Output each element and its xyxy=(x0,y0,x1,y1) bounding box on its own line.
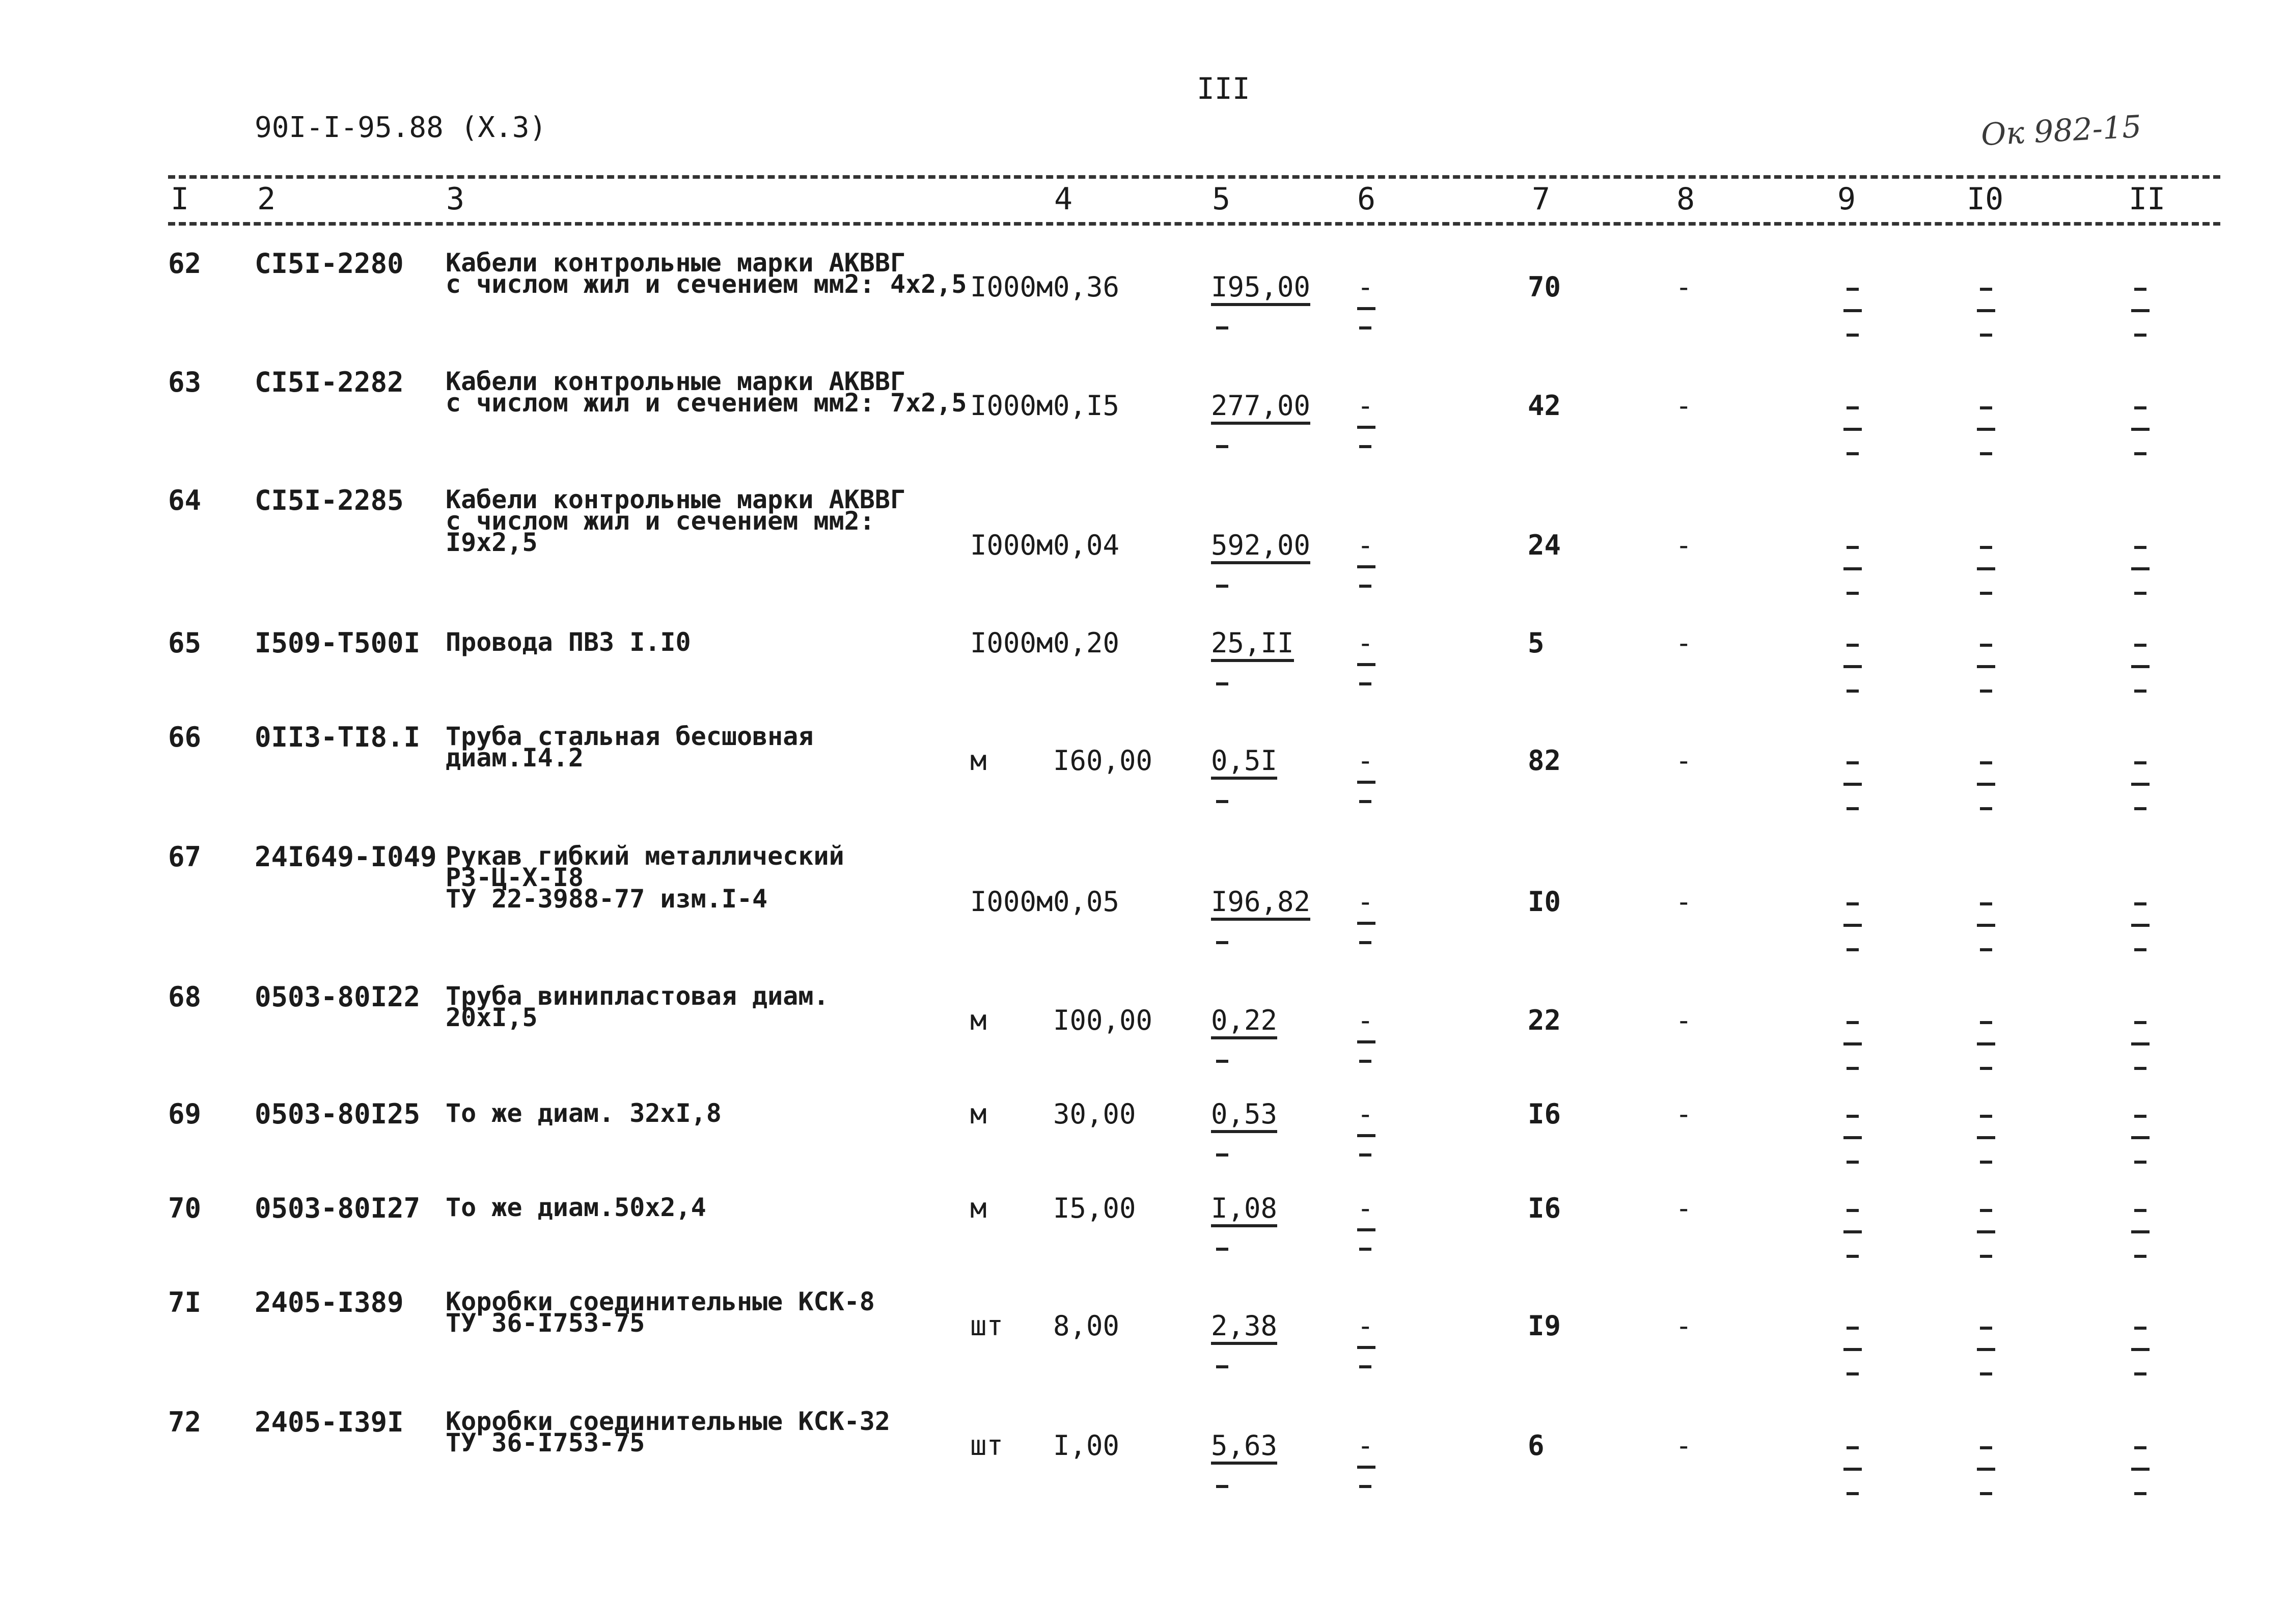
row-description-line: Коробки соединительные КСК-32 xyxy=(446,1407,890,1436)
row-unit: I000м xyxy=(970,529,1053,561)
row-price xyxy=(1211,627,1294,662)
row-unit: м xyxy=(970,1192,987,1224)
row-description-line: Кабели контрольные марки АКВВГ xyxy=(446,367,906,396)
row-col6: - xyxy=(1357,529,1374,561)
row-col7: 5 xyxy=(1528,627,1545,659)
empty-cell-dash xyxy=(1977,924,1995,927)
empty-cell-dash xyxy=(1980,1255,1992,1258)
row-number: 7I xyxy=(168,1286,202,1318)
column-header-2: 2 xyxy=(257,181,276,217)
row-description-line: I9х2,5 xyxy=(446,528,538,557)
row-description-line: Р3-Ц-Х-I8 xyxy=(446,863,584,892)
row-number: 67 xyxy=(168,841,202,873)
column-header-3: 3 xyxy=(446,181,465,217)
empty-cell-dash xyxy=(2131,1468,2150,1471)
empty-cell-dash xyxy=(1980,1161,1992,1164)
document-code: 90I-I-95.88 (X.3) xyxy=(255,111,547,144)
row-col7: I6 xyxy=(1528,1098,1561,1130)
empty-cell-dash xyxy=(2134,1209,2146,1212)
empty-cell-dash xyxy=(2134,288,2146,291)
row-description-line: с числом жил и сечением мм2: 7х2,5 xyxy=(446,388,967,418)
row-description-line: То же диам. 32хI,8 xyxy=(446,1098,722,1128)
empty-cell-dash xyxy=(1847,807,1859,810)
row-number: 66 xyxy=(168,721,202,753)
row-price-value: I96,82 xyxy=(1211,886,1311,918)
row-price xyxy=(1211,1310,1278,1345)
empty-cell-dash xyxy=(2134,1327,2146,1330)
empty-cell-dash xyxy=(2134,1255,2146,1258)
empty-cell-dash xyxy=(1847,288,1859,291)
row-unit: шт xyxy=(970,1310,1004,1342)
empty-cell-dash xyxy=(1843,1230,1862,1233)
empty-cell-dash xyxy=(1977,1042,1995,1045)
empty-cell-dash xyxy=(1847,334,1859,337)
empty-cell-dash xyxy=(1980,948,1992,951)
price-dash xyxy=(1216,682,1228,685)
row-description-line: То же диам.50х2,4 xyxy=(446,1193,706,1222)
row-col6: - xyxy=(1357,1429,1374,1462)
column-header-1: I xyxy=(171,181,189,217)
empty-cell-dash xyxy=(1843,1042,1862,1045)
price-underline xyxy=(1211,561,1310,564)
empty-cell-dash xyxy=(1847,1067,1859,1070)
empty-cell-dash xyxy=(1980,690,1992,693)
empty-cell-dash xyxy=(2131,924,2150,927)
row-number: 68 xyxy=(168,981,202,1013)
row-price xyxy=(1211,886,1311,921)
empty-cell-dash xyxy=(1843,783,1862,786)
row-quantity: 0,I5 xyxy=(1053,390,1120,422)
price-underline xyxy=(1211,303,1310,306)
row-col8: - xyxy=(1675,529,1692,561)
col6-dash xyxy=(1359,1060,1371,1063)
empty-cell-dash xyxy=(1843,567,1862,570)
row-col8: - xyxy=(1675,1429,1692,1462)
empty-cell-dash xyxy=(1980,452,1992,455)
empty-cell-dash xyxy=(1980,761,1992,764)
empty-cell-dash xyxy=(1980,592,1992,595)
row-description-line: ТУ 36-I753-75 xyxy=(446,1308,645,1338)
empty-cell-dash xyxy=(2134,1372,2146,1375)
empty-cell-dash xyxy=(1847,1255,1859,1258)
empty-cell-dash xyxy=(1980,546,1992,549)
row-col7: 42 xyxy=(1528,390,1561,422)
price-underline xyxy=(1211,1130,1277,1133)
row-code: CI5I-2285 xyxy=(255,484,404,516)
empty-cell-dash xyxy=(1847,592,1859,595)
col6-dash xyxy=(1357,1040,1375,1043)
row-quantity: 0,04 xyxy=(1053,529,1120,561)
row-col6: - xyxy=(1357,745,1374,777)
empty-cell-dash xyxy=(2134,902,2146,905)
row-description-line: с числом жил и сечением мм2: xyxy=(446,506,875,536)
empty-cell-dash xyxy=(2134,644,2146,647)
row-unit: I000м xyxy=(970,627,1053,659)
archive-handwritten-mark: Ок 982-15 xyxy=(1980,108,2142,153)
empty-cell-dash xyxy=(1847,1372,1859,1375)
price-dash xyxy=(1216,1485,1228,1488)
row-description-line: Труба стальная бесшовная xyxy=(446,722,814,751)
empty-cell-dash xyxy=(1847,546,1859,549)
row-price-value: 277,00 xyxy=(1211,390,1311,422)
price-underline xyxy=(1211,1224,1277,1227)
row-col7: 6 xyxy=(1528,1429,1545,1462)
row-code: 24I649-I049 xyxy=(255,841,437,873)
row-code: I509-Т500I xyxy=(255,627,421,659)
empty-cell-dash xyxy=(2131,1230,2150,1233)
row-price-value: 0,53 xyxy=(1211,1098,1278,1130)
empty-cell-dash xyxy=(1980,1327,1992,1330)
empty-cell-dash xyxy=(2134,406,2146,409)
row-description-line: Кабели контрольные марки АКВВГ xyxy=(446,485,906,514)
col6-dash xyxy=(1359,941,1371,944)
empty-cell-dash xyxy=(1847,1021,1859,1024)
row-description-line: Провода ПВЗ I.I0 xyxy=(446,627,691,657)
empty-cell-dash xyxy=(1847,902,1859,905)
price-dash xyxy=(1216,585,1228,588)
empty-cell-dash xyxy=(2134,690,2146,693)
price-dash xyxy=(1216,326,1228,329)
row-code: 2405-I39I xyxy=(255,1406,404,1438)
price-dash xyxy=(1216,800,1228,803)
price-underline xyxy=(1211,1036,1277,1039)
empty-cell-dash xyxy=(1977,1348,1995,1351)
row-quantity: I60,00 xyxy=(1053,745,1153,777)
row-description-line: Труба винипластовая диам. xyxy=(446,981,829,1011)
row-code: 0503-80I22 xyxy=(255,981,421,1013)
row-col8: - xyxy=(1675,271,1692,303)
empty-cell-dash xyxy=(1980,1446,1992,1449)
empty-cell-dash xyxy=(1980,644,1992,647)
row-col7: 22 xyxy=(1528,1004,1561,1036)
row-number: 62 xyxy=(168,247,202,280)
empty-cell-dash xyxy=(1847,1161,1859,1164)
price-underline xyxy=(1211,1462,1277,1465)
row-price-value: 25,II xyxy=(1211,627,1294,659)
empty-cell-dash xyxy=(1847,761,1859,764)
row-quantity: 0,36 xyxy=(1053,271,1120,303)
row-price-value: I95,00 xyxy=(1211,271,1311,303)
empty-cell-dash xyxy=(1847,948,1859,951)
row-code: CI5I-2282 xyxy=(255,366,404,398)
row-description-line: ТУ 22-3988-77 изм.I-4 xyxy=(446,884,768,914)
empty-cell-dash xyxy=(1977,1230,1995,1233)
empty-cell-dash xyxy=(2134,1161,2146,1164)
column-header-11: II xyxy=(2129,181,2166,217)
empty-cell-dash xyxy=(1977,309,1995,312)
empty-cell-dash xyxy=(1980,288,1992,291)
col6-dash xyxy=(1359,326,1371,329)
empty-cell-dash xyxy=(1980,406,1992,409)
row-number: 72 xyxy=(168,1406,202,1438)
empty-cell-dash xyxy=(2134,807,2146,810)
empty-cell-dash xyxy=(2131,428,2150,431)
col6-dash xyxy=(1359,585,1371,588)
empty-cell-dash xyxy=(1847,1209,1859,1212)
row-unit: м xyxy=(970,1098,987,1130)
empty-cell-dash xyxy=(2134,761,2146,764)
empty-cell-dash xyxy=(1980,1115,1992,1118)
column-header-9: 9 xyxy=(1837,181,1856,217)
row-col7: I9 xyxy=(1528,1310,1561,1342)
empty-cell-dash xyxy=(1977,567,1995,570)
row-col7: I0 xyxy=(1528,886,1561,918)
row-code: 0II3-ТI8.I xyxy=(255,721,421,753)
col6-dash xyxy=(1359,445,1371,448)
row-price xyxy=(1211,1004,1278,1039)
row-number: 63 xyxy=(168,366,202,398)
row-col7: 70 xyxy=(1528,271,1561,303)
empty-cell-dash xyxy=(1843,665,1862,668)
row-description-line: с числом жил и сечением мм2: 4х2,5 xyxy=(446,269,967,299)
row-quantity: I,00 xyxy=(1053,1429,1120,1462)
empty-cell-dash xyxy=(1980,807,1992,810)
empty-cell-dash xyxy=(2134,1115,2146,1118)
row-col8: - xyxy=(1675,627,1692,659)
price-dash xyxy=(1216,1365,1228,1368)
row-quantity: 0,05 xyxy=(1053,886,1120,918)
row-col8: - xyxy=(1675,1310,1692,1342)
empty-cell-dash xyxy=(2134,334,2146,337)
row-description-line: Коробки соединительные КСК-8 xyxy=(446,1287,875,1316)
empty-cell-dash xyxy=(2134,1021,2146,1024)
col6-dash xyxy=(1357,1466,1375,1469)
empty-cell-dash xyxy=(1847,1115,1859,1118)
row-quantity: 30,00 xyxy=(1053,1098,1136,1130)
row-price-value: 5,63 xyxy=(1211,1429,1278,1462)
empty-cell-dash xyxy=(1847,1492,1859,1495)
empty-cell-dash xyxy=(1980,1372,1992,1375)
row-price-value: 0,5I xyxy=(1211,745,1278,777)
empty-cell-dash xyxy=(1847,1327,1859,1330)
price-underline xyxy=(1211,918,1310,921)
row-unit: I000м xyxy=(970,271,1053,303)
empty-cell-dash xyxy=(1847,1446,1859,1449)
row-col6: - xyxy=(1357,627,1374,659)
empty-cell-dash xyxy=(1980,1209,1992,1212)
empty-cell-dash xyxy=(1977,1468,1995,1471)
empty-cell-dash xyxy=(1977,428,1995,431)
row-col8: - xyxy=(1675,886,1692,918)
column-header-6: 6 xyxy=(1357,181,1376,217)
col6-dash xyxy=(1359,1365,1371,1368)
row-quantity: 8,00 xyxy=(1053,1310,1120,1342)
row-number: 65 xyxy=(168,627,202,659)
row-code: CI5I-2280 xyxy=(255,247,404,280)
price-dash xyxy=(1216,1060,1228,1063)
row-quantity: I5,00 xyxy=(1053,1192,1136,1224)
col6-dash xyxy=(1359,1248,1371,1251)
empty-cell-dash xyxy=(1843,924,1862,927)
empty-cell-dash xyxy=(2131,665,2150,668)
price-dash xyxy=(1216,445,1228,448)
row-code: 0503-80I27 xyxy=(255,1192,421,1224)
row-col7: 24 xyxy=(1528,529,1561,561)
row-col6: - xyxy=(1357,1004,1374,1036)
price-underline xyxy=(1211,1342,1277,1345)
row-price-value: 0,22 xyxy=(1211,1004,1278,1036)
col6-dash xyxy=(1357,922,1375,925)
row-col8: - xyxy=(1675,1004,1692,1036)
row-quantity: I00,00 xyxy=(1053,1004,1153,1036)
row-code: 2405-I389 xyxy=(255,1286,404,1318)
row-description-line: ТУ 36-I753-75 xyxy=(446,1428,645,1457)
col6-dash xyxy=(1357,1228,1375,1231)
price-underline xyxy=(1211,422,1310,425)
row-col7: I6 xyxy=(1528,1192,1561,1224)
empty-cell-dash xyxy=(1843,1348,1862,1351)
column-header-8: 8 xyxy=(1676,181,1695,217)
row-col8: - xyxy=(1675,1098,1692,1130)
row-unit: м xyxy=(970,1004,987,1036)
row-col6: - xyxy=(1357,886,1374,918)
row-col6: - xyxy=(1357,1310,1374,1342)
row-unit: I000м xyxy=(970,886,1053,918)
row-price xyxy=(1211,529,1311,564)
row-col8: - xyxy=(1675,390,1692,422)
row-col6: - xyxy=(1357,271,1374,303)
col6-dash xyxy=(1359,800,1371,803)
row-price-value: I,08 xyxy=(1211,1192,1278,1224)
row-price xyxy=(1211,745,1278,780)
col6-dash xyxy=(1357,426,1375,429)
empty-cell-dash xyxy=(1980,1021,1992,1024)
column-header-5: 5 xyxy=(1212,181,1231,217)
empty-cell-dash xyxy=(1847,406,1859,409)
row-price xyxy=(1211,271,1311,306)
empty-cell-dash xyxy=(2134,546,2146,549)
page-number: III xyxy=(1197,71,1250,106)
row-price xyxy=(1211,390,1311,425)
col6-dash xyxy=(1357,1134,1375,1137)
col6-dash xyxy=(1357,1346,1375,1349)
row-code: 0503-80I25 xyxy=(255,1098,421,1130)
row-description-line: диам.I4.2 xyxy=(446,743,584,773)
row-number: 69 xyxy=(168,1098,202,1130)
empty-cell-dash xyxy=(2134,452,2146,455)
empty-cell-dash xyxy=(1977,783,1995,786)
empty-cell-dash xyxy=(1843,428,1862,431)
row-price xyxy=(1211,1192,1278,1227)
empty-cell-dash xyxy=(2134,1446,2146,1449)
empty-cell-dash xyxy=(2134,592,2146,595)
price-underline xyxy=(1211,659,1294,662)
empty-cell-dash xyxy=(1977,1136,1995,1139)
empty-cell-dash xyxy=(1980,1067,1992,1070)
empty-cell-dash xyxy=(2134,1492,2146,1495)
header-top-rule xyxy=(168,175,2220,179)
row-unit: м xyxy=(970,745,987,777)
row-col6: - xyxy=(1357,390,1374,422)
price-dash xyxy=(1216,1153,1228,1157)
row-unit: I000м xyxy=(970,390,1053,422)
empty-cell-dash xyxy=(1980,1492,1992,1495)
column-header-4: 4 xyxy=(1054,181,1073,217)
row-price-value: 592,00 xyxy=(1211,529,1311,561)
row-col7: 82 xyxy=(1528,745,1561,777)
col6-dash xyxy=(1359,1485,1371,1488)
row-col6: - xyxy=(1357,1192,1374,1224)
empty-cell-dash xyxy=(2131,1042,2150,1045)
empty-cell-dash xyxy=(1847,690,1859,693)
row-price xyxy=(1211,1429,1278,1465)
row-number: 70 xyxy=(168,1192,202,1224)
row-col6: - xyxy=(1357,1098,1374,1130)
row-description-line: Рукав гибкий металлический xyxy=(446,841,844,871)
row-col8: - xyxy=(1675,745,1692,777)
empty-cell-dash xyxy=(2134,1067,2146,1070)
column-header-7: 7 xyxy=(1532,181,1551,217)
empty-cell-dash xyxy=(1843,1136,1862,1139)
price-underline xyxy=(1211,777,1277,780)
price-dash xyxy=(1216,941,1228,944)
price-dash xyxy=(1216,1248,1228,1251)
col6-dash xyxy=(1359,682,1371,685)
empty-cell-dash xyxy=(1847,452,1859,455)
empty-cell-dash xyxy=(1843,1468,1862,1471)
row-description-line: 20хI,5 xyxy=(446,1003,538,1032)
col6-dash xyxy=(1359,1153,1371,1157)
row-price xyxy=(1211,1098,1278,1133)
empty-cell-dash xyxy=(1980,902,1992,905)
empty-cell-dash xyxy=(1843,309,1862,312)
col6-dash xyxy=(1357,663,1375,666)
col6-dash xyxy=(1357,565,1375,568)
empty-cell-dash xyxy=(2131,567,2150,570)
empty-cell-dash xyxy=(1980,334,1992,337)
row-col8: - xyxy=(1675,1192,1692,1224)
row-price-value: 2,38 xyxy=(1211,1310,1278,1342)
header-bottom-rule xyxy=(168,222,2220,226)
row-unit: шт xyxy=(970,1429,1004,1462)
empty-cell-dash xyxy=(1847,644,1859,647)
column-header-10: I0 xyxy=(1967,181,2004,217)
col6-dash xyxy=(1357,781,1375,784)
empty-cell-dash xyxy=(2131,309,2150,312)
col6-dash xyxy=(1357,307,1375,310)
empty-cell-dash xyxy=(2134,948,2146,951)
empty-cell-dash xyxy=(2131,1348,2150,1351)
empty-cell-dash xyxy=(1977,665,1995,668)
empty-cell-dash xyxy=(2131,783,2150,786)
empty-cell-dash xyxy=(2131,1136,2150,1139)
row-quantity: 0,20 xyxy=(1053,627,1120,659)
row-description-line: Кабели контрольные марки АКВВГ xyxy=(446,248,906,278)
row-number: 64 xyxy=(168,484,202,516)
